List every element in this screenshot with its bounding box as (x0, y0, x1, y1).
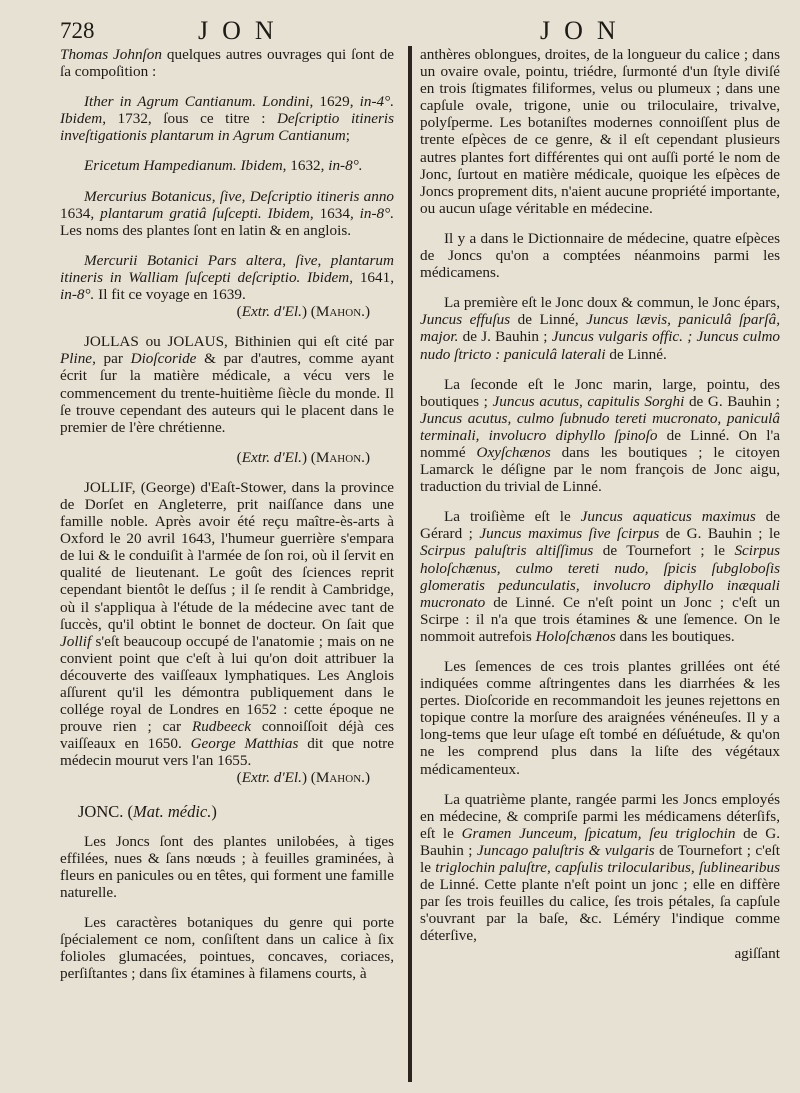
column-rule (408, 46, 412, 1082)
dictionary-four-species: Il y a dans le Dictionnaire de médecine, quatre eſpèces de Joncs qu'on a comptées néanmoins parmi les médicamens. (420, 229, 780, 282)
bibliography-entry: Ither in Agrum Cantianum. Londini, 1629, in-4°. Ibidem, 1732, ſous ce titre : Deſcriptio itineris inveſtigationis plantarum in Agrum Cantianum; (60, 93, 395, 145)
source-citation: (Extr. d'El.) (Mahon.) (236, 769, 370, 787)
left-column (60, 46, 394, 982)
bibliography-entry: Mercurii Botanici Pars altera, ſive, plantarum itineris in Walliam ſuſcepti deſcriptio. Ibidem, 1641, in-8°. Il fit ce voyage en 1639. (60, 251, 394, 304)
right-column (420, 46, 780, 962)
catchword: agiſſant (734, 944, 780, 962)
bibliography-entry: Ericetum Hampedianum. Ibidem, 1632, in-8°. (84, 157, 363, 175)
species-first: La première eſt le Jonc doux & commun, le Jonc épars, Juncus effuſus de Linné, Juncus lævis, paniculâ ſparſâ, major. de J. Bauhin ; Juncus vulgaris offic. ; Juncus culmo nudo ſtricto : paniculâ laterali de Linné. (420, 294, 781, 363)
johnson-works-intro: Thomas Johnſon quelques autres ouvrages qui ſont de ſa compoſition : (60, 46, 394, 81)
jonc-description: Les Joncs ſont des plantes unilobées, à tiges effilées, nues & ſans nœuds ; à feuilles graminées, à fleurs en panicules ou en têtes, qui forment une famille naturelle. (60, 832, 395, 901)
jonc-botanical-characters-cont: anthères oblongues, droites, de la longueur du calice ; dans un ovaire ovale, pointu, triédre, ſurmonté d'un ſtyle diviſé en trois ſtigmates filiformes, velus ou plumeux ; dans une capſule ovale, trigone, unie ou triloculaire, trivalve, polyſperme. Les botaniſtes modernes connoiſſent plus de trente eſpèces de ce genre, & il eſt cependant plusieurs autres plantes fort différentes qui ont auſſi porté le nom de Jonc, ſurtout en matière médicale, quoique les eſpèces de Joncs proprement dits, n'aient aucune propriété importante, ou aucun uſage véritable en médecine. (420, 46, 780, 217)
seeds-uses: Les ſemences de ces trois plantes grillées ont été indiquées comme aſtringentes dans les diarrhées & les pertes. Dioſcoride en recommandoit les jeunes rejettons en topique contre la morſure des araignées vénéneuſes. Il y a long-tems que leur uſage eſt tombé en déſuétude, & qu'on ne les comprend plus dans la liſte des végétaux médicamenteux. (420, 658, 780, 778)
page-number: 728 (60, 18, 95, 43)
page-header (0, 12, 800, 44)
species-third: La troiſième eſt le Juncus aquaticus maximus de Gérard ; Juncus maximus ſive ſcirpus de G. Bauhin ; le Scirpus paluſtris altiſſimus de Tournefort ; le Scirpus holoſchænus, culmo tereti nudo, ſpicis ſubgloboſis glomeratis pedunculatis, involucro diphyllo inæquali mucronato de Linné. Ce n'eſt point un Jonc ; c'eſt un Scirpe : il n'a que trois étamines & une ſemence. On le nommoit autrefois Holoſchænos dans les boutiques. (420, 508, 781, 645)
running-head-right: JON (540, 16, 630, 45)
jonc-botanical-characters: Les caractères botaniques du genre qui porte ſpécialement ce nom, conſiſtent dans un calice à ſix folioles glumacées, pointues, concaves, coriaces, perſiſtantes ; dans ſix étamines à filamens courts, à (60, 914, 394, 983)
species-second: La ſeconde eſt le Jonc marin, large, pointu, des boutiques ; Juncus acutus, capitulis Sorghi de G. Bauhin ; Juncus acutus, culmo ſubnudo tereti mucronato, paniculâ terminali, involucro diphyllo ſpinoſo de Linné. On l'a nommé Oxyſchænos dans les boutiques ; le citoyen Lamarck le déſigne par le nom françois de Jonc aigu, traduction du trivial de Linné. (420, 375, 781, 496)
entry-jollas: JOLLAS ou JOLAUS, Bithinien qui eſt cité par Pline, par Dioſcoride & par d'autres, comme ayant écrit ſur la matière médicale, a vécu vers le commencement du trente-huitième ſiècle du monde. Il ſe trouve cependant des auteurs qui le placent dans le premier de l'ère chrétienne. (60, 333, 394, 436)
species-fourth: La quatrième plante, rangée parmi les Joncs employés en médecine, & compriſe parmi les médicamens déterſifs, eſt le Gramen Junceum, ſpicatum, ſeu triglochin de G. Bauhin ; Juncago paluſtris & vulgaris de Tournefort ; c'eſt le triglochin paluſtre, capſulis trilocularibus, ſublinearibus de Linné. Cette plante n'eſt point un jonc ; elle en diffère par ſes trois feuilles du calice, ſes trois pétales, ſa capſule s'ouvrant par la baſe, &c. Léméry l'indique comme déterſive, (420, 790, 781, 945)
entry-heading-jonc: JONC. (Mat. médic.) (78, 801, 217, 821)
running-head-left: JON (198, 16, 288, 45)
source-citation: (Extr. d'El.) (Mahon.) (236, 303, 370, 321)
source-citation: (Extr. d'El.) (Mahon.) (236, 448, 370, 466)
entry-jollif: JOLLIF, (George) d'Eaſt-Stower, dans la province de Dorſet en Angleterre, prit naiſſance dans une famille noble. Après avoir été reçu maître-ès-arts à Oxford le 20 avril 1643, l'humeur guerrière s'empara de lui & le conduiſit à l'armée de ſon roi, où il ſervit en qualité de lieutenant. Le goût des ſciences reprit cependant bientôt le deſſus ; il ſe rendit à Cambridge, où il s'appliqua à l'étude de la médecine avec tant de ſuccès, qu'il obtint le bonnet de docteur. On ſait que Jollif s'eſt beaucoup occupé de l'anatomie ; mais on ne convient point que c'eſt à lui qu'on doit attribuer la découverte des vaiſſeaux lymphatiques. Les Anglois aſſurent qu'il les démontra publiquement dans le collége royal de Londres en 1652 : cette époque ne prouve rien ; car Rudbeeck connoiſſoit déjà ces vaiſſeaux en 1650. George Matthias dit que notre médecin mourut vers l'an 1655. (60, 478, 395, 770)
bibliography-entry: Mercurius Botanicus, ſive, Deſcriptio itineris anno 1634, plantarum gratiâ ſuſcepti. Ibidem, 1634, in-8°. Les noms des plantes ſont en latin & en anglois. (60, 187, 395, 239)
